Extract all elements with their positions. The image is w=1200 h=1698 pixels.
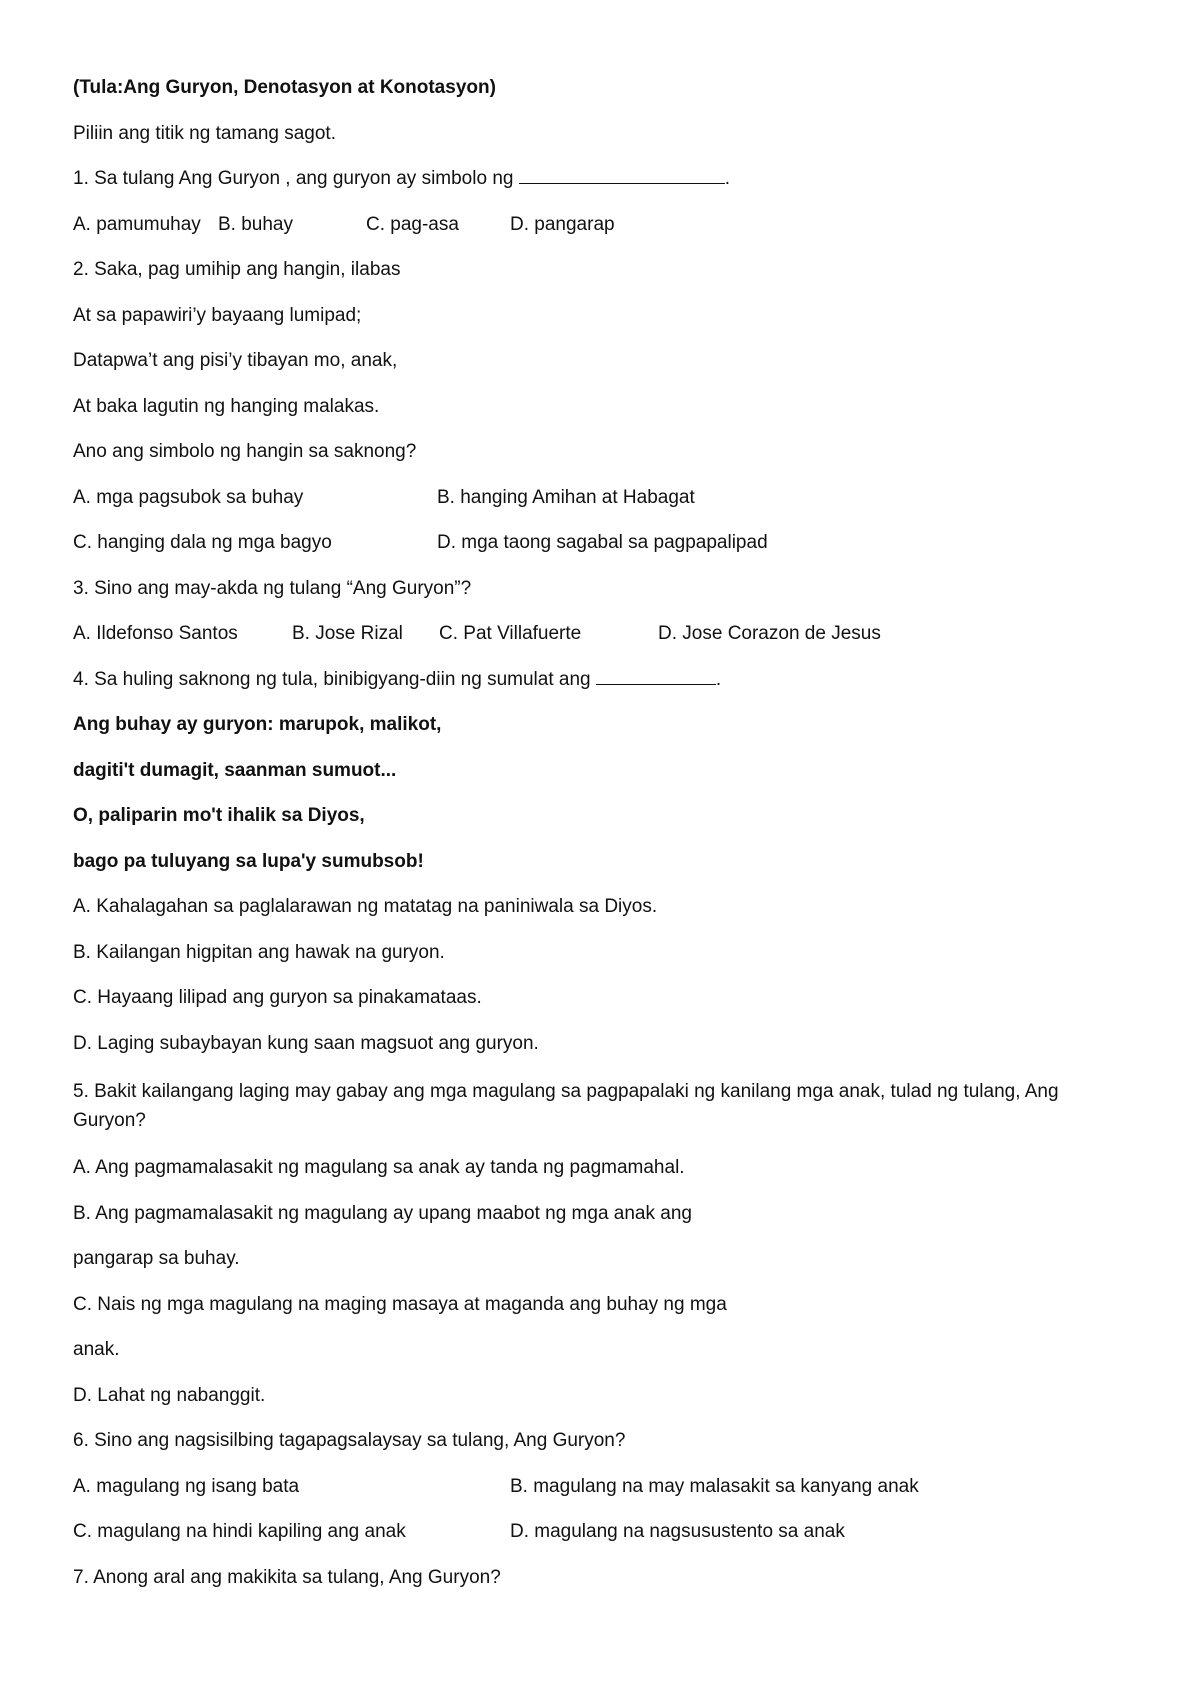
question-4-stem xyxy=(73,668,721,692)
question-4-end: . xyxy=(715,669,722,690)
verse-line: dagiti't dumagit, saanman sumuot... xyxy=(73,760,397,781)
q4-option-d: D. Laging subaybayan kung saan magsuot ang guryon. xyxy=(73,1033,539,1054)
question-2-verse-line: At sa papawiri’y bayaang lumipad; xyxy=(73,305,362,326)
q5-option-a: A. Ang pagmamalasakit ng magulang sa anak ay tanda ng pagmamahal. xyxy=(73,1157,685,1178)
q1-option-d: D. pangarap xyxy=(510,214,615,235)
q4-option-a: A. Kahalagahan sa paglalarawan ng matatag na paniniwala sa Diyos. xyxy=(73,896,658,917)
q6-option-b: B. magulang na may malasakit sa kanyang anak xyxy=(510,1476,919,1497)
answer-blank xyxy=(596,668,716,685)
question-1-stem xyxy=(73,167,730,191)
q2-option-a: A. mga pagsubok sa buhay xyxy=(73,487,304,508)
q6-option-d: D. magulang na nagsusustento sa anak xyxy=(510,1521,845,1542)
question-2-verse-line: At baka lagutin ng hanging malakas. xyxy=(73,396,380,417)
instruction: Piliin ang titik ng tamang sagot. xyxy=(73,123,336,144)
question-2-verse-line: Datapwa’t ang pisi’y tibayan mo, anak, xyxy=(73,350,398,371)
q3-option-a: A. Ildefonso Santos xyxy=(73,623,238,644)
q5-option-c: C. Nais ng mga magulang na maging masaya at maganda ang buhay ng mga xyxy=(73,1294,727,1315)
q6-option-a: A. magulang ng isang bata xyxy=(73,1476,300,1497)
question-7-stem: 7. Anong aral ang makikita sa tulang, Ang Guryon? xyxy=(73,1567,501,1588)
q6-option-c: C. magulang na hindi kapiling ang anak xyxy=(73,1521,406,1542)
q5-option-c-cont: anak. xyxy=(73,1339,120,1360)
q5-option-b-cont: pangarap sa buhay. xyxy=(73,1248,240,1269)
question-2-prompt: Ano ang simbolo ng hangin sa saknong? xyxy=(73,441,417,462)
verse-line: O, paliparin mo't ihalik sa Diyos, xyxy=(73,805,365,826)
q2-option-c: C. hanging dala ng mga bagyo xyxy=(73,532,332,553)
answer-blank xyxy=(519,167,725,184)
q2-option-b: B. hanging Amihan at Habagat xyxy=(437,487,695,508)
q2-option-d: D. mga taong sagabal sa pagpapalipad xyxy=(437,532,768,553)
q1-option-c: C. pag-asa xyxy=(366,214,459,235)
question-1-text: 1. Sa tulang Ang Guryon , ang guryon ay simbolo ng xyxy=(73,168,519,189)
question-1-end: . xyxy=(724,168,731,189)
worksheet-title: (Tula:Ang Guryon, Denotasyon at Konotasyon) xyxy=(73,77,496,98)
question-3-stem: 3. Sino ang may-akda ng tulang “Ang Guryon”? xyxy=(73,578,472,599)
q3-option-d: D. Jose Corazon de Jesus xyxy=(658,623,881,644)
q5-option-d: D. Lahat ng nabanggit. xyxy=(73,1385,266,1406)
q3-option-c: C. Pat Villafuerte xyxy=(439,623,582,644)
q4-option-c: C. Hayaang lilipad ang guryon sa pinakamataas. xyxy=(73,987,482,1008)
question-4-text: 4. Sa huling saknong ng tula, binibigyang-diin ng sumulat ang xyxy=(73,669,596,690)
q1-option-a: A. pamumuhay xyxy=(73,214,201,235)
q4-option-b: B. Kailangan higpitan ang hawak na guryon. xyxy=(73,942,445,963)
verse-line: Ang buhay ay guryon: marupok, malikot, xyxy=(73,714,442,735)
question-5-stem: 5. Bakit kailangang laging may gabay ang mga magulang sa pagpapalaki ng kanilang mga anak, tulad ng tulang, Ang Guryon? xyxy=(73,1081,1059,1131)
question-2-stem: 2. Saka, pag umihip ang hangin, ilabas xyxy=(73,259,401,280)
q1-option-b: B. buhay xyxy=(218,214,293,235)
verse-line: bago pa tuluyang sa lupa'y sumubsob! xyxy=(73,851,424,872)
q3-option-b: B. Jose Rizal xyxy=(292,623,403,644)
question-6-stem: 6. Sino ang nagsisilbing tagapagsalaysay sa tulang, Ang Guryon? xyxy=(73,1430,626,1451)
q5-option-b: B. Ang pagmamalasakit ng magulang ay upang maabot ng mga anak ang xyxy=(73,1203,692,1224)
